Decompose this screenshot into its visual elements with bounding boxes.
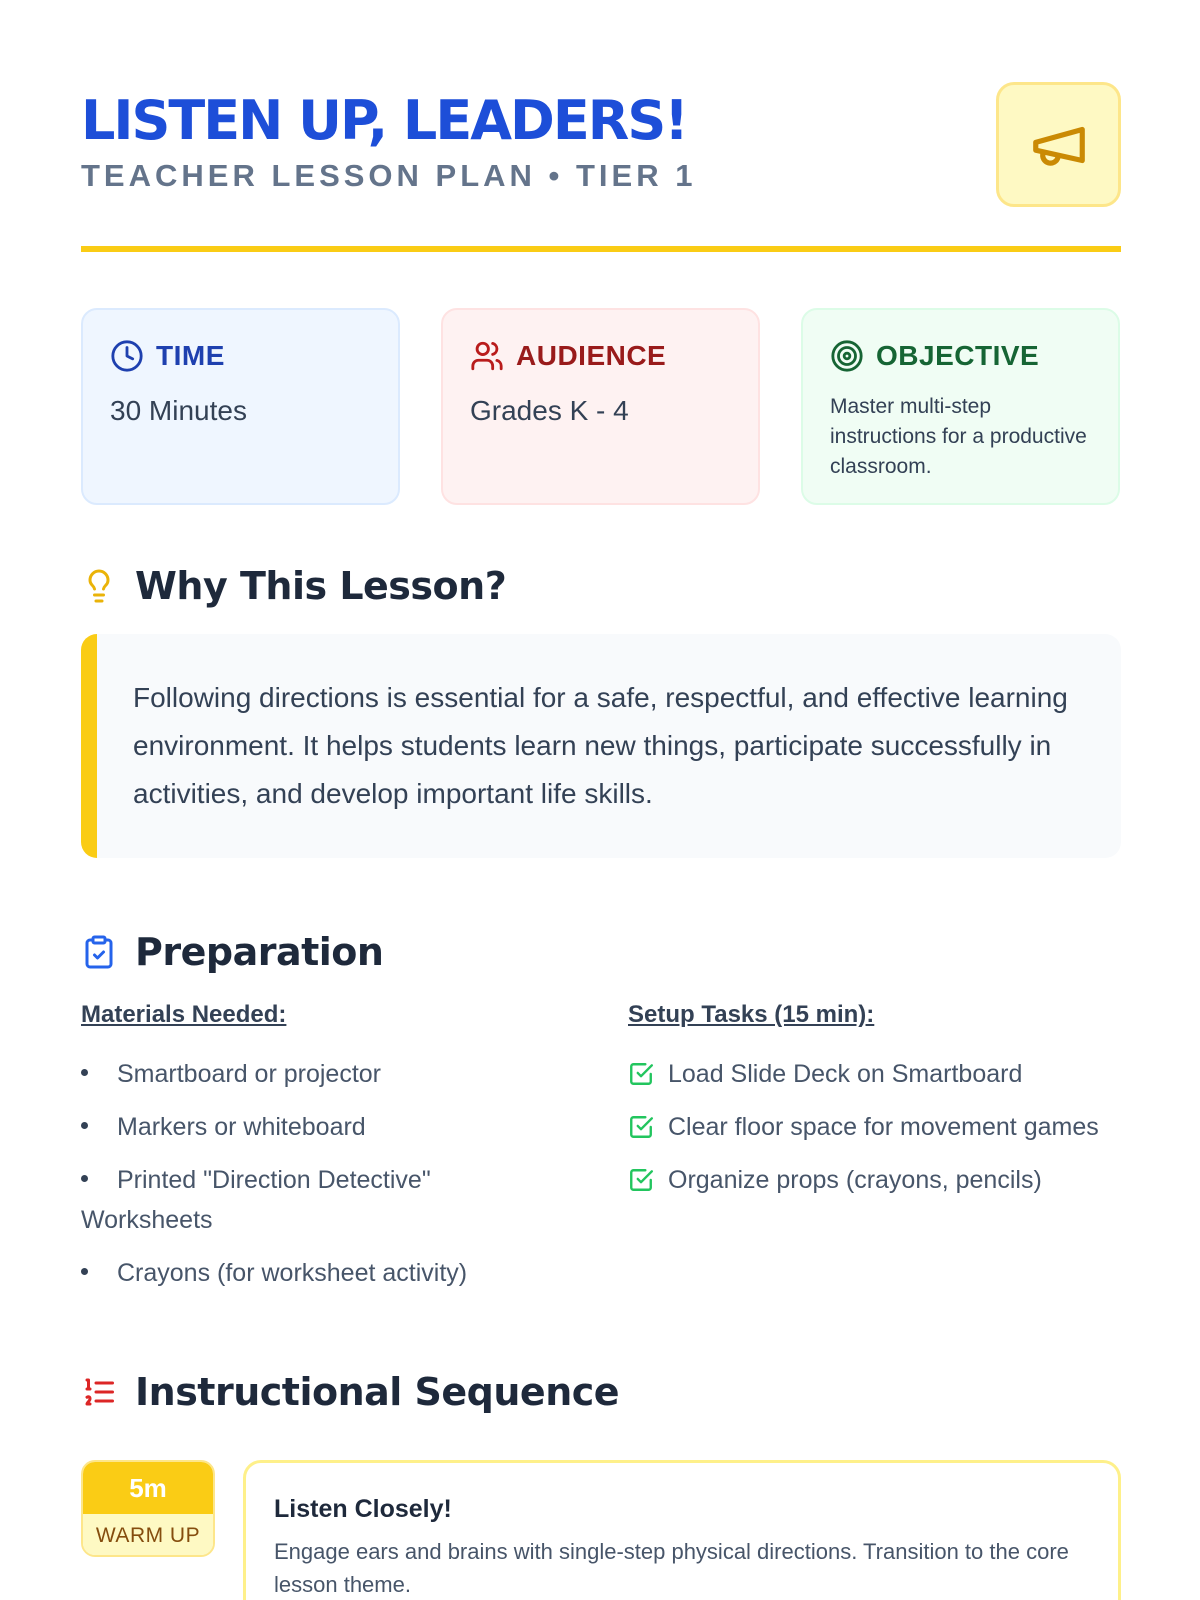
sequence-title: Instructional Sequence xyxy=(135,1370,620,1414)
users-icon xyxy=(470,339,504,373)
bullet-icon xyxy=(81,1175,88,1182)
bullet-icon xyxy=(81,1268,88,1275)
preparation-section-header xyxy=(81,928,383,976)
bullet-icon xyxy=(81,1122,88,1129)
lightbulb-icon xyxy=(81,566,117,606)
check-square-icon xyxy=(628,1114,654,1140)
target-icon xyxy=(830,339,864,373)
time-value: 30 Minutes xyxy=(110,395,247,426)
why-callout xyxy=(81,634,1121,858)
sequence-step xyxy=(81,1460,1121,1600)
info-cards xyxy=(81,308,1121,505)
objective-card xyxy=(801,308,1120,505)
why-title: Why This Lesson? xyxy=(135,564,507,608)
list-item: Organize props (crayons, pencils) xyxy=(628,1160,1121,1200)
setup-column xyxy=(628,1000,1121,1213)
objective-label: OBJECTIVE xyxy=(876,340,1040,371)
megaphone-icon xyxy=(1028,114,1090,176)
list-item: Smartboard or projector xyxy=(81,1054,551,1094)
lesson-header xyxy=(81,82,1121,257)
time-card xyxy=(81,308,400,505)
clock-icon xyxy=(110,339,144,373)
bullet-icon xyxy=(81,1069,88,1076)
numbered-list-icon xyxy=(81,1372,117,1412)
materials-heading: Materials Needed: xyxy=(81,1001,287,1028)
check-square-icon xyxy=(628,1167,654,1193)
audience-label: AUDIENCE xyxy=(516,340,667,371)
step-duration-badge xyxy=(81,1460,215,1557)
audience-card xyxy=(441,308,760,505)
step-title: Listen Closely! xyxy=(274,1495,452,1523)
step-duration: 5m xyxy=(83,1462,213,1514)
step-description: Engage ears and brains with single-step physical directions. Transition to the core lesson theme. xyxy=(274,1539,1069,1597)
why-body: Following directions is essential for a safe, respectful, and effective learning environment. It helps students learn new things, participate successfully in activities, and develop important life skills. xyxy=(133,682,1068,809)
materials-list xyxy=(81,1054,551,1293)
setup-list xyxy=(628,1054,1121,1200)
step-phase: WARM UP xyxy=(83,1514,213,1557)
clipboard-check-icon xyxy=(81,932,117,972)
list-item: Load Slide Deck on Smartboard xyxy=(628,1054,1121,1094)
header-divider xyxy=(81,246,1121,252)
page-subtitle: TEACHER LESSON PLAN • TIER 1 xyxy=(81,158,697,193)
list-item: Crayons (for worksheet activity) xyxy=(81,1253,551,1293)
time-label: TIME xyxy=(156,340,225,371)
objective-value: Master multi-step instructions for a productive classroom. xyxy=(830,395,1087,478)
check-square-icon xyxy=(628,1061,654,1087)
setup-heading: Setup Tasks (15 min): xyxy=(628,1001,875,1028)
preparation-title: Preparation xyxy=(135,930,384,974)
materials-column xyxy=(81,1000,551,1306)
page-title: LISTEN UP, LEADERS! xyxy=(81,89,687,152)
list-item: Printed "Direction Detective" Worksheets xyxy=(81,1166,431,1234)
header-badge xyxy=(996,82,1121,207)
step-card xyxy=(243,1460,1121,1600)
why-section-header xyxy=(81,562,506,610)
list-item: Markers or whiteboard xyxy=(81,1107,551,1147)
sequence-section-header xyxy=(81,1368,619,1416)
list-item: Clear floor space for movement games xyxy=(628,1107,1121,1147)
audience-value: Grades K - 4 xyxy=(470,395,629,426)
